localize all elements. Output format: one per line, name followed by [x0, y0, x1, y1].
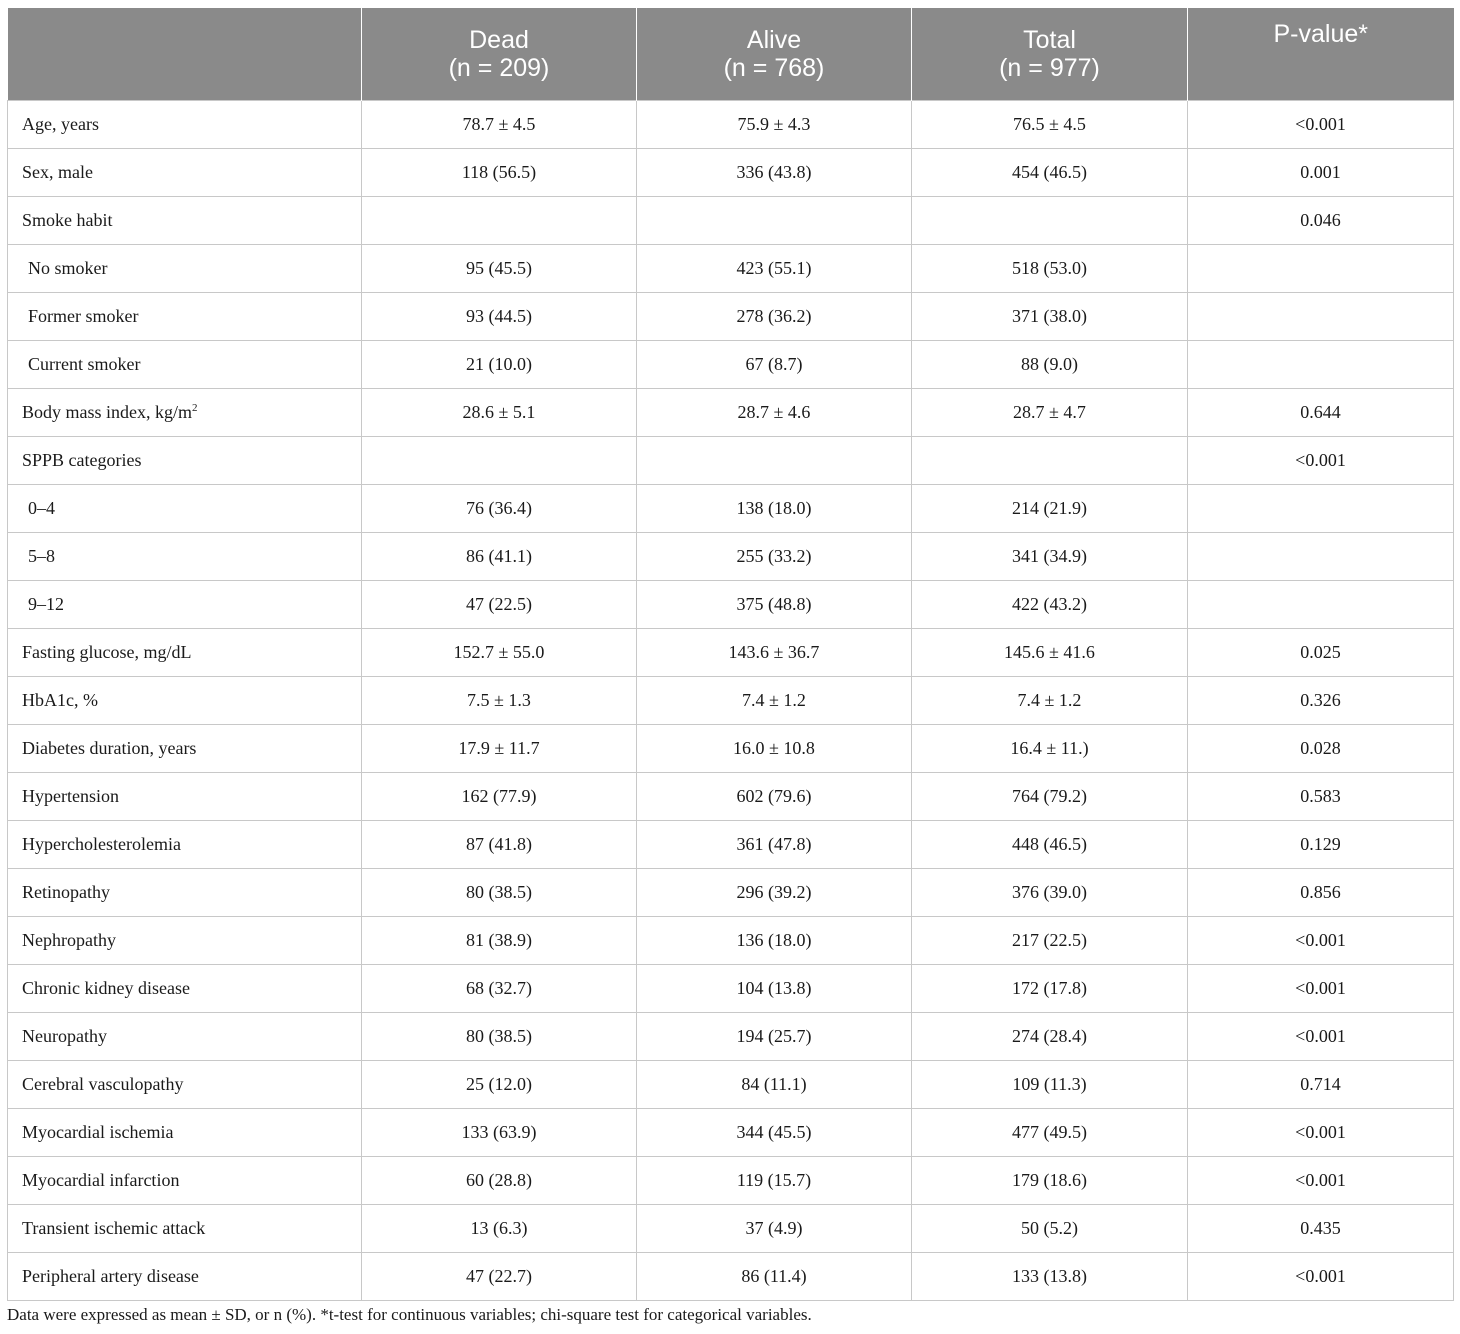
cell-dead: 80 (38.5)	[362, 1013, 637, 1061]
characteristics-table	[7, 8, 1454, 1301]
row-label	[8, 341, 362, 389]
cell-alive: 75.9 ± 4.3	[637, 101, 912, 149]
table-row	[8, 245, 1454, 293]
cell-dead: 152.7 ± 55.0	[362, 629, 637, 677]
cell-alive: 28.7 ± 4.6	[637, 389, 912, 437]
row-label	[8, 437, 362, 485]
row-label	[8, 149, 362, 197]
cell-p-value: 0.025	[1188, 629, 1454, 677]
header-p-value	[1188, 8, 1454, 101]
cell-total: 179 (18.6)	[912, 1157, 1188, 1205]
row-label-text: Body mass index, kg/m	[22, 402, 192, 422]
cell-p-value: 0.714	[1188, 1061, 1454, 1109]
table-row	[8, 1061, 1454, 1109]
cell-alive: 423 (55.1)	[637, 245, 912, 293]
row-label	[8, 821, 362, 869]
table-row	[8, 149, 1454, 197]
row-label-text: 9–12	[28, 594, 64, 614]
cell-p-value: <0.001	[1188, 1157, 1454, 1205]
table-row	[8, 1157, 1454, 1205]
row-label-text: Myocardial infarction	[22, 1170, 180, 1190]
cell-p-value: <0.001	[1188, 437, 1454, 485]
cell-total	[912, 437, 1188, 485]
cell-total: 376 (39.0)	[912, 869, 1188, 917]
cell-p-value: <0.001	[1188, 101, 1454, 149]
row-label-text: Myocardial ischemia	[22, 1122, 174, 1142]
cell-dead: 76 (36.4)	[362, 485, 637, 533]
cell-dead: 7.5 ± 1.3	[362, 677, 637, 725]
row-label-text: Current smoker	[28, 354, 141, 374]
table-row	[8, 869, 1454, 917]
row-label	[8, 1013, 362, 1061]
cell-p-value: 0.435	[1188, 1205, 1454, 1253]
cell-total: 477 (49.5)	[912, 1109, 1188, 1157]
cell-dead: 60 (28.8)	[362, 1157, 637, 1205]
cell-total: 371 (38.0)	[912, 293, 1188, 341]
row-label-text: Retinopathy	[22, 882, 110, 902]
cell-dead: 47 (22.7)	[362, 1253, 637, 1301]
row-label	[8, 773, 362, 821]
cell-total: 448 (46.5)	[912, 821, 1188, 869]
table-row	[8, 389, 1454, 437]
cell-dead: 21 (10.0)	[362, 341, 637, 389]
row-label	[8, 1157, 362, 1205]
row-label	[8, 245, 362, 293]
cell-total: 274 (28.4)	[912, 1013, 1188, 1061]
row-label	[8, 965, 362, 1013]
cell-p-value	[1188, 293, 1454, 341]
row-label-text: No smoker	[28, 258, 108, 278]
cell-alive: 336 (43.8)	[637, 149, 912, 197]
row-label-text: Fasting glucose, mg/dL	[22, 642, 192, 662]
table-row	[8, 965, 1454, 1013]
cell-dead: 118 (56.5)	[362, 149, 637, 197]
row-label-superscript: 2	[192, 402, 198, 414]
row-label-text: Peripheral artery disease	[22, 1266, 199, 1286]
header-dead	[362, 8, 637, 101]
cell-alive: 84 (11.1)	[637, 1061, 912, 1109]
cell-total: 88 (9.0)	[912, 341, 1188, 389]
table-row	[8, 341, 1454, 389]
header-total-label: Total	[1023, 26, 1076, 54]
cell-p-value	[1188, 245, 1454, 293]
cell-dead: 81 (38.9)	[362, 917, 637, 965]
row-label	[8, 725, 362, 773]
cell-p-value	[1188, 581, 1454, 629]
row-label	[8, 197, 362, 245]
cell-p-value	[1188, 341, 1454, 389]
header-alive-n: (n = 768)	[723, 54, 825, 82]
table-body	[8, 101, 1454, 1301]
cell-alive: 361 (47.8)	[637, 821, 912, 869]
row-label-text: Transient ischemic attack	[22, 1218, 206, 1238]
row-label-text: Nephropathy	[22, 930, 116, 950]
row-label-text: Smoke habit	[22, 210, 113, 230]
cell-p-value: 0.001	[1188, 149, 1454, 197]
table-row	[8, 1013, 1454, 1061]
header-total-n: (n = 977)	[999, 54, 1100, 82]
cell-dead	[362, 197, 637, 245]
header-row	[8, 8, 1454, 101]
cell-alive: 16.0 ± 10.8	[637, 725, 912, 773]
cell-p-value: 0.046	[1188, 197, 1454, 245]
row-label-text: 0–4	[28, 498, 55, 518]
row-label-text: Diabetes duration, years	[22, 738, 197, 758]
cell-total: 454 (46.5)	[912, 149, 1188, 197]
row-label	[8, 485, 362, 533]
header-dead-label: Dead	[469, 26, 529, 54]
cell-total: 764 (79.2)	[912, 773, 1188, 821]
table-row	[8, 677, 1454, 725]
cell-alive: 7.4 ± 1.2	[637, 677, 912, 725]
row-label	[8, 1205, 362, 1253]
cell-alive: 143.6 ± 36.7	[637, 629, 912, 677]
cell-total: 109 (11.3)	[912, 1061, 1188, 1109]
row-label-text: Sex, male	[22, 162, 93, 182]
row-label	[8, 533, 362, 581]
cell-alive: 104 (13.8)	[637, 965, 912, 1013]
cell-p-value: <0.001	[1188, 1013, 1454, 1061]
characteristics-table-container	[7, 8, 1453, 1301]
cell-p-value: 0.583	[1188, 773, 1454, 821]
cell-dead: 87 (41.8)	[362, 821, 637, 869]
cell-dead: 68 (32.7)	[362, 965, 637, 1013]
row-label-text: 5–8	[28, 546, 55, 566]
header-variable	[8, 8, 362, 101]
cell-p-value: 0.028	[1188, 725, 1454, 773]
row-label	[8, 293, 362, 341]
row-label	[8, 917, 362, 965]
table-row	[8, 437, 1454, 485]
table-row	[8, 533, 1454, 581]
row-label-text: Hypercholesterolemia	[22, 834, 181, 854]
cell-dead: 28.6 ± 5.1	[362, 389, 637, 437]
row-label-text: Neuropathy	[22, 1026, 107, 1046]
row-label	[8, 1253, 362, 1301]
cell-p-value: 0.326	[1188, 677, 1454, 725]
row-label	[8, 869, 362, 917]
cell-alive	[637, 197, 912, 245]
row-label	[8, 1061, 362, 1109]
cell-p-value	[1188, 533, 1454, 581]
cell-total: 341 (34.9)	[912, 533, 1188, 581]
row-label	[8, 581, 362, 629]
cell-total: 518 (53.0)	[912, 245, 1188, 293]
cell-p-value: 0.856	[1188, 869, 1454, 917]
cell-alive	[637, 437, 912, 485]
row-label-text: Cerebral vasculopathy	[22, 1074, 184, 1094]
cell-total: 133 (13.8)	[912, 1253, 1188, 1301]
cell-alive: 119 (15.7)	[637, 1157, 912, 1205]
cell-alive: 602 (79.6)	[637, 773, 912, 821]
row-label-text: Chronic kidney disease	[22, 978, 190, 998]
row-label	[8, 677, 362, 725]
cell-alive: 255 (33.2)	[637, 533, 912, 581]
cell-dead	[362, 437, 637, 485]
row-label	[8, 389, 362, 437]
table-footnote: Data were expressed as mean ± SD, or n (%). *t-test for continuous variables; chi-square test for categorical variables.	[7, 1305, 812, 1324]
cell-dead: 80 (38.5)	[362, 869, 637, 917]
cell-total: 217 (22.5)	[912, 917, 1188, 965]
row-label	[8, 629, 362, 677]
table-row	[8, 485, 1454, 533]
cell-dead: 162 (77.9)	[362, 773, 637, 821]
cell-dead: 93 (44.5)	[362, 293, 637, 341]
cell-alive: 86 (11.4)	[637, 1253, 912, 1301]
cell-p-value: 0.129	[1188, 821, 1454, 869]
table-row	[8, 773, 1454, 821]
cell-total	[912, 197, 1188, 245]
cell-p-value: 0.644	[1188, 389, 1454, 437]
row-label-text: HbA1c, %	[22, 690, 98, 710]
cell-total: 145.6 ± 41.6	[912, 629, 1188, 677]
cell-total: 50 (5.2)	[912, 1205, 1188, 1253]
cell-alive: 138 (18.0)	[637, 485, 912, 533]
cell-alive: 278 (36.2)	[637, 293, 912, 341]
header-alive	[637, 8, 912, 101]
cell-alive: 194 (25.7)	[637, 1013, 912, 1061]
cell-p-value: <0.001	[1188, 965, 1454, 1013]
table-row	[8, 725, 1454, 773]
table-row	[8, 197, 1454, 245]
cell-dead: 47 (22.5)	[362, 581, 637, 629]
cell-total: 214 (21.9)	[912, 485, 1188, 533]
cell-total: 16.4 ± 11.)	[912, 725, 1188, 773]
header-alive-label: Alive	[746, 26, 802, 54]
header-p-value-label: P-value*	[1273, 20, 1368, 48]
cell-total: 172 (17.8)	[912, 965, 1188, 1013]
cell-alive: 37 (4.9)	[637, 1205, 912, 1253]
cell-alive: 375 (48.8)	[637, 581, 912, 629]
table-row	[8, 1109, 1454, 1157]
row-label	[8, 101, 362, 149]
table-row	[8, 581, 1454, 629]
cell-alive: 296 (39.2)	[637, 869, 912, 917]
cell-p-value: <0.001	[1188, 917, 1454, 965]
header-total	[912, 8, 1188, 101]
cell-dead: 133 (63.9)	[362, 1109, 637, 1157]
cell-dead: 13 (6.3)	[362, 1205, 637, 1253]
cell-alive: 136 (18.0)	[637, 917, 912, 965]
table-row	[8, 293, 1454, 341]
cell-total: 7.4 ± 1.2	[912, 677, 1188, 725]
cell-p-value: <0.001	[1188, 1253, 1454, 1301]
cell-dead: 95 (45.5)	[362, 245, 637, 293]
row-label	[8, 1109, 362, 1157]
table-row	[8, 1205, 1454, 1253]
table-row	[8, 821, 1454, 869]
row-label-text: Age, years	[22, 114, 99, 134]
cell-total: 422 (43.2)	[912, 581, 1188, 629]
table-row	[8, 101, 1454, 149]
cell-dead: 17.9 ± 11.7	[362, 725, 637, 773]
row-label-text: Hypertension	[22, 786, 119, 806]
cell-dead: 25 (12.0)	[362, 1061, 637, 1109]
cell-alive: 344 (45.5)	[637, 1109, 912, 1157]
table-header	[8, 8, 1454, 101]
row-label-text: Former smoker	[28, 306, 139, 326]
table-row	[8, 629, 1454, 677]
cell-dead: 78.7 ± 4.5	[362, 101, 637, 149]
cell-total: 28.7 ± 4.7	[912, 389, 1188, 437]
table-row	[8, 1253, 1454, 1301]
cell-alive: 67 (8.7)	[637, 341, 912, 389]
table-row	[8, 917, 1454, 965]
cell-p-value: <0.001	[1188, 1109, 1454, 1157]
cell-p-value	[1188, 485, 1454, 533]
header-dead-n: (n = 209)	[448, 54, 550, 82]
cell-total: 76.5 ± 4.5	[912, 101, 1188, 149]
cell-dead: 86 (41.1)	[362, 533, 637, 581]
row-label-text: SPPB categories	[22, 450, 142, 470]
